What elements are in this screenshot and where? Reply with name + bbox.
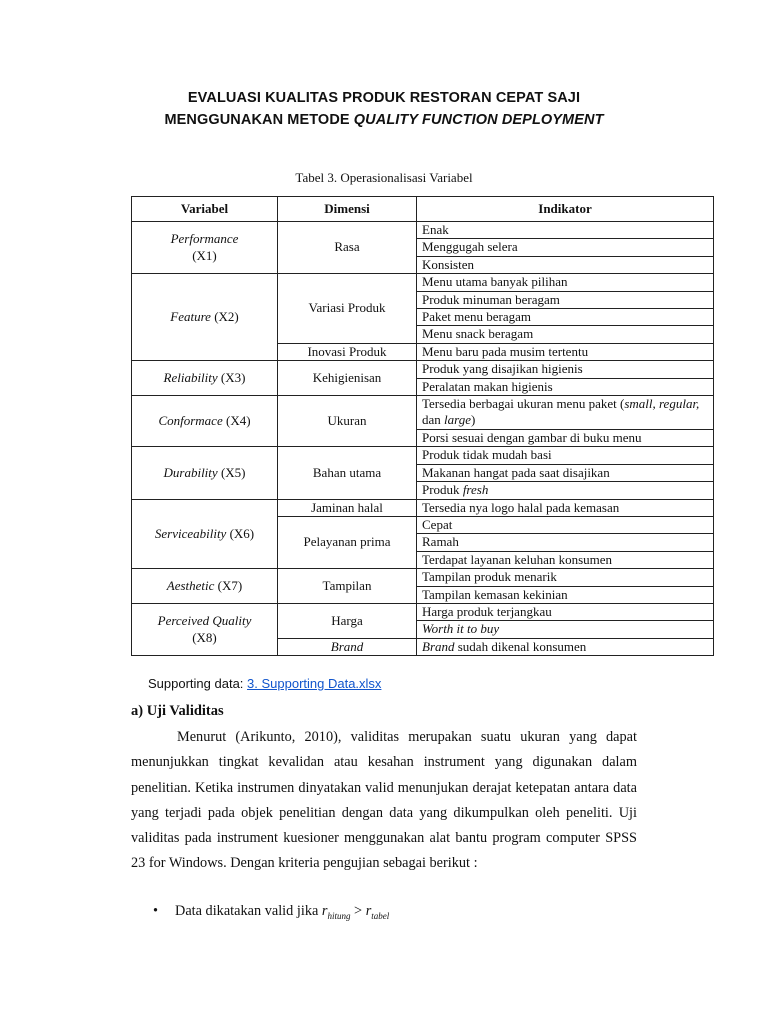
supporting-data-link[interactable]: 3. Supporting Data.xlsx <box>247 676 382 691</box>
dim-harga: Harga <box>278 603 417 638</box>
var-x2: Feature (X2) <box>132 274 278 361</box>
doc-title-line2-b: QUALITY FUNCTION DEPLOYMENT <box>353 112 604 128</box>
indicator: Ramah <box>417 534 714 551</box>
table-row <box>132 569 714 586</box>
indicator: Peralatan makan higienis <box>417 378 714 395</box>
dim-jaminan-halal: Jaminan halal <box>278 499 417 516</box>
operationalization-table <box>131 196 714 656</box>
indicator: Makanan hangat pada saat disajikan <box>417 464 714 481</box>
var-x7: Aesthetic (X7) <box>132 569 278 604</box>
indicator: Tersedia nya logo halal pada kemasan <box>417 499 714 516</box>
indicator: Produk fresh <box>417 482 714 499</box>
var-x1: Performance (X1) <box>132 222 278 274</box>
dim-rasa: Rasa <box>278 222 417 274</box>
indicator: Konsisten <box>417 256 714 273</box>
indicator: Tampilan kemasan kekinian <box>417 586 714 603</box>
table-row <box>132 499 714 516</box>
table-row <box>132 274 714 291</box>
header-dimensi: Dimensi <box>278 197 417 222</box>
dim-bahan-utama: Bahan utama <box>278 447 417 499</box>
dim-pelayanan-prima: Pelayanan prima <box>278 516 417 568</box>
table-row <box>132 222 714 239</box>
header-indikator: Indikator <box>417 197 714 222</box>
section-heading: a) Uji Validitas <box>131 703 224 719</box>
table-row <box>132 447 714 464</box>
table-row <box>132 361 714 378</box>
doc-title-line1: EVALUASI KUALITAS PRODUK RESTORAN CEPAT SAJI <box>187 90 581 106</box>
indicator: Paket menu beragam <box>417 309 714 326</box>
indicator: Tampilan produk menarik <box>417 569 714 586</box>
dim-ukuran: Ukuran <box>278 396 417 447</box>
var-x8: Perceived Quality (X8) <box>132 603 278 655</box>
dim-brand: Brand <box>278 638 417 655</box>
table-row <box>132 396 714 430</box>
indicator: Terdapat layanan keluhan konsumen <box>417 551 714 568</box>
table-caption: Tabel 3. Operasionalisasi Variabel <box>295 170 473 185</box>
indicator: Menu utama banyak pilihan <box>417 274 714 291</box>
doc-title-line2-a: MENGGUNAKAN METODE <box>164 112 354 128</box>
indicator: Menu baru pada musim tertentu <box>417 343 714 360</box>
var-x4: Conformace (X4) <box>132 396 278 447</box>
bullet-text: Data dikatakan valid jika <box>175 903 322 919</box>
indicator: Cepat <box>417 516 714 533</box>
indicator: Tersedia berbagai ukuran menu paket (small, regular, dan large) <box>417 396 714 430</box>
table-header-row <box>132 197 714 222</box>
indicator: Porsi sesuai dengan gambar di buku menu <box>417 429 714 446</box>
bullet-dot-icon: • <box>153 903 159 919</box>
indicator: Produk tidak mudah basi <box>417 447 714 464</box>
supporting-data-label: Supporting data: <box>148 676 248 691</box>
var-x5: Durability (X5) <box>132 447 278 499</box>
indicator: Produk yang disajikan higienis <box>417 361 714 378</box>
dim-tampilan: Tampilan <box>278 569 417 604</box>
supporting-data-line <box>148 676 381 691</box>
doc-title-line2 <box>0 112 768 128</box>
body-paragraph: Menurut (Arikunto, 2010), validitas merupakan suatu ukuran yang dapat menunjukkan tingkat kevalidan atau kesahan instrument yang digunakan dalam penelitian. Ketika instrumen dinyatakan valid menunjukan derajat ketepatan antara data yang terjadi pada objek penelitian dengan data yang dikumpulkan oleh peneliti. Uji validitas pada instrument kuesioner menggunakan alat bantu program computer SPSS 23 for Windows. Dengan kriteria pengujian sebagai berikut : <box>131 729 637 872</box>
indicator: Menggugah selera <box>417 239 714 256</box>
dim-kehigienisan: Kehigienisan <box>278 361 417 396</box>
table-row <box>132 603 714 620</box>
indicator: Harga produk terjangkau <box>417 603 714 620</box>
indicator: Brand sudah dikenal konsumen <box>417 638 714 655</box>
dim-inovasi-produk: Inovasi Produk <box>278 343 417 360</box>
indicator: Menu snack beragam <box>417 326 714 343</box>
indicator: Worth it to buy <box>417 621 714 638</box>
header-variabel: Variabel <box>132 197 278 222</box>
indicator: Produk minuman beragam <box>417 291 714 308</box>
var-x3: Reliability (X3) <box>132 361 278 396</box>
indicator: Enak <box>417 222 714 239</box>
dim-variasi-produk: Variasi Produk <box>278 274 417 344</box>
bullet-item: • Data dikatakan valid jika $r_{hitung} > r_{tabel}$ <box>153 903 390 921</box>
var-x6: Serviceability (X6) <box>132 499 278 569</box>
